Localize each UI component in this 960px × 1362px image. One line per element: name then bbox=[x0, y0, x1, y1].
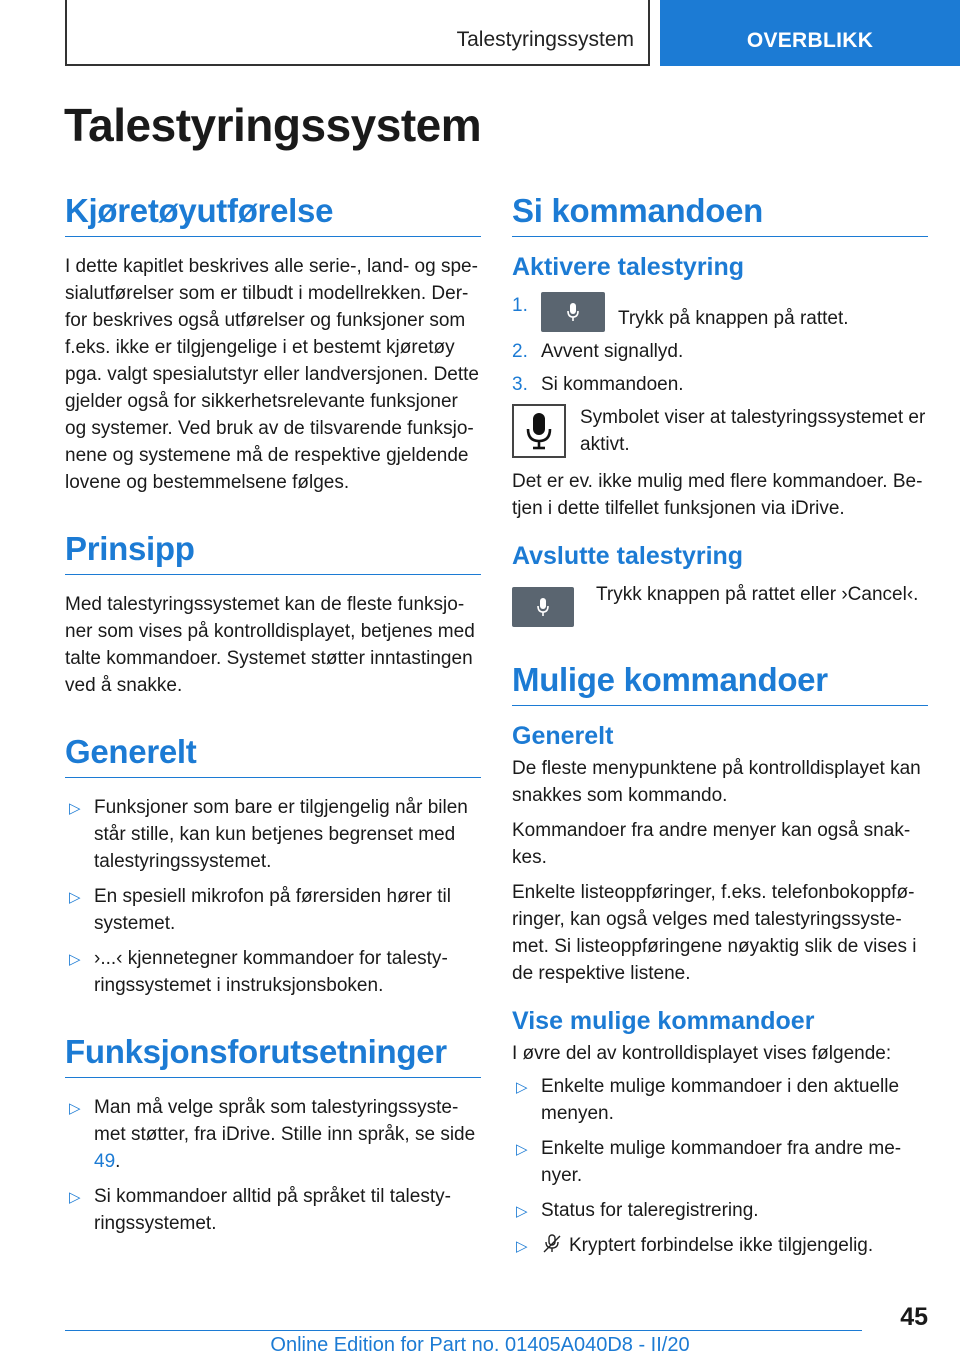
footer-edition-text: Online Edition for Part no. 01405A040D8 - II/20 bbox=[270, 1334, 690, 1356]
vise-list bbox=[512, 1073, 928, 1262]
generelt-list bbox=[65, 794, 481, 999]
paragraph-vise-intro: I øvre del av kontrolldisplayet vises følgende: bbox=[512, 1043, 892, 1064]
triangle-bullet-icon: ▷ bbox=[69, 1100, 81, 1117]
triangle-bullet-icon: ▷ bbox=[69, 889, 81, 906]
list-item: ▷ Si kommandoer alltid på språket til talestyringssystemet. bbox=[69, 1186, 451, 1234]
forutsetninger-list bbox=[65, 1094, 481, 1237]
paragraph-prinsipp: Med talestyringssystemet kan de fleste funksjoner som vises på kontrolldisplayet, betjenes med talte kommandoer. Systemet støtter inntastingen ved å snakke. bbox=[65, 594, 475, 696]
header-section-title: Talestyringssystem bbox=[456, 28, 634, 51]
active-symbol-row bbox=[512, 404, 928, 458]
list-item: ▷ Status for taleregistrering. bbox=[512, 1197, 928, 1224]
steering-wheel-voice-button-icon bbox=[512, 587, 574, 627]
step-item: 2. Avvent signallyd. bbox=[512, 341, 684, 362]
heading-vise-mulige-kommandoer: Vise mulige kommandoer bbox=[512, 1007, 815, 1035]
list-item: ▷ Kryptert forbindelse ikke tilgjengelig. bbox=[512, 1232, 928, 1262]
step-item: 1. Trykk på knappen på rattet. bbox=[512, 292, 928, 332]
heading-kjoretoyutforelse: Kjøretøyutførelse bbox=[65, 192, 481, 237]
heading-prinsipp: Prinsipp bbox=[65, 530, 481, 575]
triangle-bullet-icon: ▷ bbox=[516, 1079, 528, 1096]
paragraph-generelt-1: De fleste menypunktene på kontrolldisplayet kan snakkes som kommando. bbox=[512, 758, 921, 806]
list-item: ▷ Funksjoner som bare er tilgjengelig når bilen står stille, kan kun betjenes begrenset med talestyringssystemet. bbox=[69, 797, 468, 872]
microphone-active-icon bbox=[512, 404, 566, 458]
heading-generelt-mulige: Generelt bbox=[512, 722, 614, 750]
paragraph-avslutte: Trykk knappen på rattet eller ›Cancel‹. bbox=[596, 584, 919, 605]
list-item: ▷ Man må velge språk som talestyringssystemet støtter, fra iDrive. Stille inn språk, se side 49. bbox=[69, 1097, 476, 1172]
heading-si-kommandoen: Si kommandoen bbox=[512, 192, 928, 237]
heading-aktivere-talestyring: Aktivere talestyring bbox=[512, 253, 745, 281]
triangle-bullet-icon: ▷ bbox=[516, 1203, 528, 1220]
triangle-bullet-icon: ▷ bbox=[69, 800, 81, 817]
avslutte-row bbox=[512, 581, 928, 627]
list-item: ▷ ›...‹ kjennetegner kommandoer for talestyringssystemet i instruksjonsboken. bbox=[69, 948, 448, 996]
header-section-box bbox=[65, 0, 650, 66]
heading-generelt: Generelt bbox=[65, 733, 481, 778]
heading-mulige-kommandoer: Mulige kommandoer bbox=[512, 661, 928, 706]
list-item: ▷ En spesiell mikrofon på førersiden hører til systemet. bbox=[69, 886, 451, 934]
paragraph-kjoretoyutforelse: I dette kapitlet beskrives alle serie-, land- og spesialutførelser som er tilbudt i modellrekken. Derfor beskrives også utførelser og funksjoner som f.eks. ikke er tilgjengelige i et bestemt kjøretøy pga. valgt spesialutstyr eller landversjonen. Dette gjelder også for sikkerhetsrelevante funksjoner og systemer. Ved bruk av de tilsvarende funksjonene og systemene må de respektive gjeldende lovene og bestemmelsene følges. bbox=[65, 256, 480, 493]
page-number: 45 bbox=[900, 1303, 928, 1331]
footer-divider bbox=[65, 1330, 862, 1331]
heading-funksjonsforutsetninger: Funksjonsforutsetninger bbox=[65, 1033, 481, 1078]
header-tab-overblikk[interactable]: OVERBLIKK bbox=[660, 0, 960, 66]
triangle-bullet-icon: ▷ bbox=[69, 951, 81, 968]
step-item: 3. Si kommandoen. bbox=[512, 374, 684, 395]
paragraph-aktivere-note: Det er ev. ikke mulig med flere kommandoer. Betjen i dette tilfellet funksjonen via iDrive. bbox=[512, 471, 923, 519]
page-link-49[interactable]: 49 bbox=[94, 1151, 116, 1172]
list-item: ▷ Enkelte mulige kommandoer i den aktuelle menyen. bbox=[516, 1076, 900, 1124]
right-column bbox=[512, 192, 928, 1270]
list-item: ▷ Enkelte mulige kommandoer fra andre menyer. bbox=[516, 1138, 902, 1186]
active-symbol-text: Symbolet viser at talestyringssystemet er aktivt. bbox=[580, 407, 926, 455]
triangle-bullet-icon: ▷ bbox=[69, 1189, 81, 1206]
page-title: Talestyringssystem bbox=[64, 99, 482, 151]
steering-wheel-voice-button-icon bbox=[541, 292, 605, 332]
left-column bbox=[65, 192, 481, 1245]
encryption-unavailable-icon bbox=[541, 1234, 563, 1262]
paragraph-generelt-2: Kommandoer fra andre menyer kan også snakkes. bbox=[512, 820, 911, 868]
triangle-bullet-icon: ▷ bbox=[516, 1141, 528, 1158]
paragraph-generelt-3: Enkelte listeoppføringer, f.eks. telefonbokoppføringer, kan også velges med talestyringssystemet. Si listeoppføringene nøyaktig slik de vises i de respektive listene. bbox=[512, 882, 917, 984]
triangle-bullet-icon: ▷ bbox=[516, 1238, 528, 1255]
heading-avslutte-talestyring: Avslutte talestyring bbox=[512, 542, 744, 570]
aktivere-steps bbox=[512, 292, 928, 398]
